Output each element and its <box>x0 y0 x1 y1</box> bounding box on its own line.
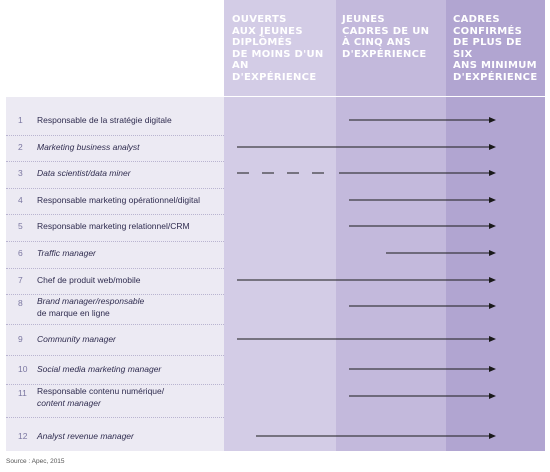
job-title-line: Marketing business analyst <box>37 142 140 152</box>
row-number: 10 <box>18 364 28 374</box>
column-3-header-line: CADRES <box>453 14 500 25</box>
job-title-line: Social media marketing manager <box>37 364 162 374</box>
column-1-header-line: DE MOINS D'UN <box>232 48 324 60</box>
column-3-header-line: CONFIRMÉS <box>453 25 523 37</box>
row-number: 4 <box>18 195 23 205</box>
job-title-line: Chef de produit web/mobile <box>37 275 141 285</box>
job-title-line: Analyst revenue manager <box>37 431 134 441</box>
job-title-line: Responsable marketing relationnel/CRM <box>37 221 190 231</box>
job-title-line: Community manager <box>37 334 116 344</box>
row-number: 2 <box>18 142 23 152</box>
job-title-line: Brand manager/responsable <box>37 296 145 306</box>
job-title-line: Responsable contenu numérique/ <box>37 386 165 396</box>
job-title-line: Data scientist/data miner <box>37 168 131 178</box>
row-number: 7 <box>18 275 23 285</box>
row-number: 1 <box>18 115 23 125</box>
column-3-header-line: D'EXPÉRIENCE <box>453 71 538 83</box>
column-1-header-line: DIPLÔMÉS <box>232 37 293 48</box>
row-number: 3 <box>18 168 23 178</box>
column-1-header-line: AN D'EXPÉRIENCE <box>232 60 317 83</box>
job-title-line: Responsable marketing opérationnel/digital <box>37 195 201 205</box>
row-number: 9 <box>18 334 23 344</box>
column-2-header-line: CADRES DE UN <box>342 25 430 37</box>
column-3-header-line: ANS MINIMUM <box>453 60 537 71</box>
source-note: Source : Apec, 2015 <box>6 458 65 465</box>
column-1-header-line: OUVERTS <box>232 14 287 25</box>
column-2-header-line: À CINQ ANS <box>342 37 411 48</box>
column-1-header-line: AUX JEUNES <box>232 25 303 37</box>
column-2-header-line: D'EXPÉRIENCE <box>342 48 427 60</box>
row-number: 8 <box>18 298 23 308</box>
column-3-header-line: DE PLUS DE SIX <box>453 37 522 60</box>
job-title-line: de marque en ligne <box>37 308 110 318</box>
row-number: 12 <box>18 431 28 441</box>
row-number: 11 <box>18 388 27 398</box>
column-2-header-line: JEUNES <box>342 14 385 25</box>
job-title-line: Traffic manager <box>37 248 96 258</box>
job-title-line: Responsable de la stratégie digitale <box>37 115 172 125</box>
row-number: 5 <box>18 221 23 231</box>
job-title-line: content manager <box>37 398 101 408</box>
row-number: 6 <box>18 248 23 258</box>
